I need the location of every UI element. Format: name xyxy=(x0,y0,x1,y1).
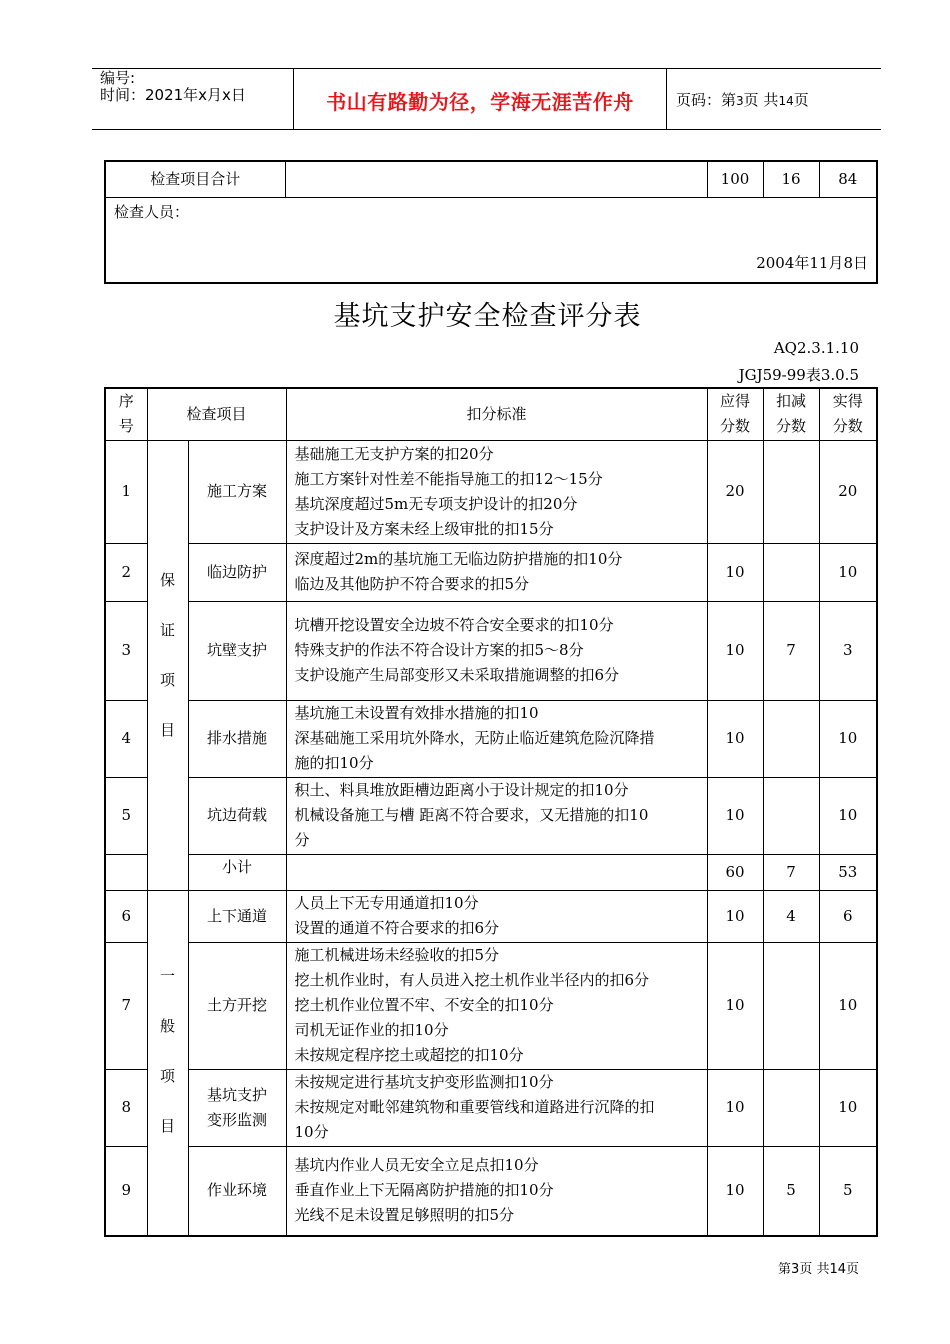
summary-actual: 84 xyxy=(819,161,877,197)
header-top-rule xyxy=(92,68,881,69)
page-title: 基坑支护安全检查评分表 xyxy=(333,301,642,332)
group-general-items: 一 般 项 目 xyxy=(147,890,188,1236)
inspector-label: 检查人员： xyxy=(114,202,190,221)
summary-table xyxy=(104,160,878,284)
summary-deduct: 16 xyxy=(763,161,819,197)
col-header-deduct: 扣减 分数 xyxy=(763,388,819,440)
header-divider xyxy=(666,68,667,130)
col-header-seq: 序 号 xyxy=(105,388,147,440)
table-row: 3 坑壁支护 坑槽开挖设置安全边坡不符合安全要求的扣10分 特殊支护的作法不符合设计方案的扣5～8分 支护设施产生局部变形又未采取措施调整的扣6分 10 7 3 xyxy=(105,601,877,700)
col-header-standard: 扣分标准 xyxy=(286,388,707,440)
time-label: 时间：2021年x月x日 xyxy=(100,86,246,104)
table-row: 7 土方开挖 施工机械进场未经验收的扣5分 挖土机作业时，有人员进入挖土机作业半径内的扣6分 挖土机作业位置不牢、不安全的扣10分 司机无证作业的扣10分 未按规定程序挖土或超挖的扣10分 10 10 xyxy=(105,942,877,1069)
table-row: 4 排水措施 基坑施工未设置有效排水措施的扣10 深基础施工采用坑外降水，无防止临近建筑危险沉降措 施的扣10分 10 10 xyxy=(105,700,877,777)
table-row: 1 保 证 项 目 施工方案 基础施工无支护方案的扣20分 施工方案针对性差不能指导施工的扣12～15分 基坑深度超过5m无专项支护设计的扣20分 支护设计及方案未经上级审批的扣15分 20 20 xyxy=(105,440,877,543)
deduction-standard: 基坑内作业人员无安全立足点扣10分 垂直作业上下无隔离防护措施的扣10分 光线不足未设置足够照明的扣5分 xyxy=(286,1146,707,1236)
subtotal-actual: 53 xyxy=(819,854,877,890)
table-row: 6 一 般 项 目 上下通道 人员上下无专用通道扣10分 设置的通道不符合要求的扣6分 10 4 6 xyxy=(105,890,877,942)
deduction-standard: 未按规定进行基坑支护变形监测扣10分 未按规定对毗邻建筑物和重要管线和道路进行沉降的扣 10分 xyxy=(286,1069,707,1146)
standard-code: AQ2.3.1.10 xyxy=(773,339,859,357)
subtotal-full: 60 xyxy=(707,854,763,890)
subtotal-row xyxy=(105,854,877,890)
col-header-actual: 实得 分数 xyxy=(819,388,877,440)
table-row: 2 临边防护 深度超过2m的基坑施工无临边防护措施的扣10分 临边及其他防护不符合要求的扣5分 10 10 xyxy=(105,543,877,601)
table-row: 5 坑边荷载 积土、料具堆放距槽边距离小于设计规定的扣10分 机械设备施工与槽 距离不符合要求，又无措施的扣10 分 10 10 xyxy=(105,777,877,854)
col-header-item: 检查项目 xyxy=(147,388,286,440)
summary-full: 100 xyxy=(707,161,763,197)
inspector-row xyxy=(105,197,877,283)
deduction-standard: 基坑施工未设置有效排水措施的扣10 深基础施工采用坑外降水，无防止临近建筑危险沉降措 施的扣10分 xyxy=(286,700,707,777)
serial-label: 编号: xyxy=(100,69,136,87)
deduction-standard: 坑槽开挖设置安全边坡不符合安全要求的扣10分 特殊支护的作法不符合设计方案的扣5～8分 支护设施产生局部变形又未采取措施调整的扣6分 xyxy=(286,601,707,700)
header-meta xyxy=(100,70,246,104)
header-motto: 书山有路勤为径，学海无涯苦作舟 xyxy=(326,90,634,114)
subtotal-deduct: 7 xyxy=(763,854,819,890)
deduction-standard: 施工机械进场未经验收的扣5分 挖土机作业时，有人员进入挖土机作业半径内的扣6分 挖土机作业位置不牢、不安全的扣10分 司机无证作业的扣10分 未按规定程序挖土或超挖的扣10分 xyxy=(286,942,707,1069)
subtotal-label: 小计 xyxy=(188,854,286,890)
summary-label: 检查项目合计 xyxy=(105,161,285,197)
deduction-standard: 人员上下无专用通道扣10分 设置的通道不符合要求的扣6分 xyxy=(286,890,707,942)
header-bottom-rule xyxy=(92,129,881,130)
col-header-full: 应得 分数 xyxy=(707,388,763,440)
deduction-standard: 积土、料具堆放距槽边距离小于设计规定的扣10分 机械设备施工与槽 距离不符合要求，又无措施的扣10 分 xyxy=(286,777,707,854)
group-guarantee-items: 保 证 项 目 xyxy=(147,440,188,890)
header-page-number: 页码：第3页 共14页 xyxy=(676,91,809,109)
deduction-standard: 基础施工无支护方案的扣20分 施工方案针对性差不能指导施工的扣12～15分 基坑深度超过5m无专项支护设计的扣20分 支护设计及方案未经上级审批的扣15分 xyxy=(286,440,707,543)
standard-code: JGJ59-99表3.0.5 xyxy=(738,366,859,384)
table-row: 8 基坑支护 变形监测 未按规定进行基坑支护变形监测扣10分 未按规定对毗邻建筑物和重要管线和道路进行沉降的扣 10分 10 10 xyxy=(105,1069,877,1146)
summary-row xyxy=(105,161,877,197)
header-row xyxy=(105,388,877,440)
deduction-standard: 深度超过2m的基坑施工无临边防护措施的扣10分 临边及其他防护不符合要求的扣5分 xyxy=(286,543,707,601)
scoring-table xyxy=(104,387,878,1237)
table-row: 9 作业环境 基坑内作业人员无安全立足点扣10分 垂直作业上下无隔离防护措施的扣10分 光线不足未设置足够照明的扣5分 10 5 5 xyxy=(105,1146,877,1236)
page-footer: 第3页 共14页 xyxy=(778,1262,859,1277)
inspection-date: 2004年11月8日 xyxy=(756,253,868,272)
